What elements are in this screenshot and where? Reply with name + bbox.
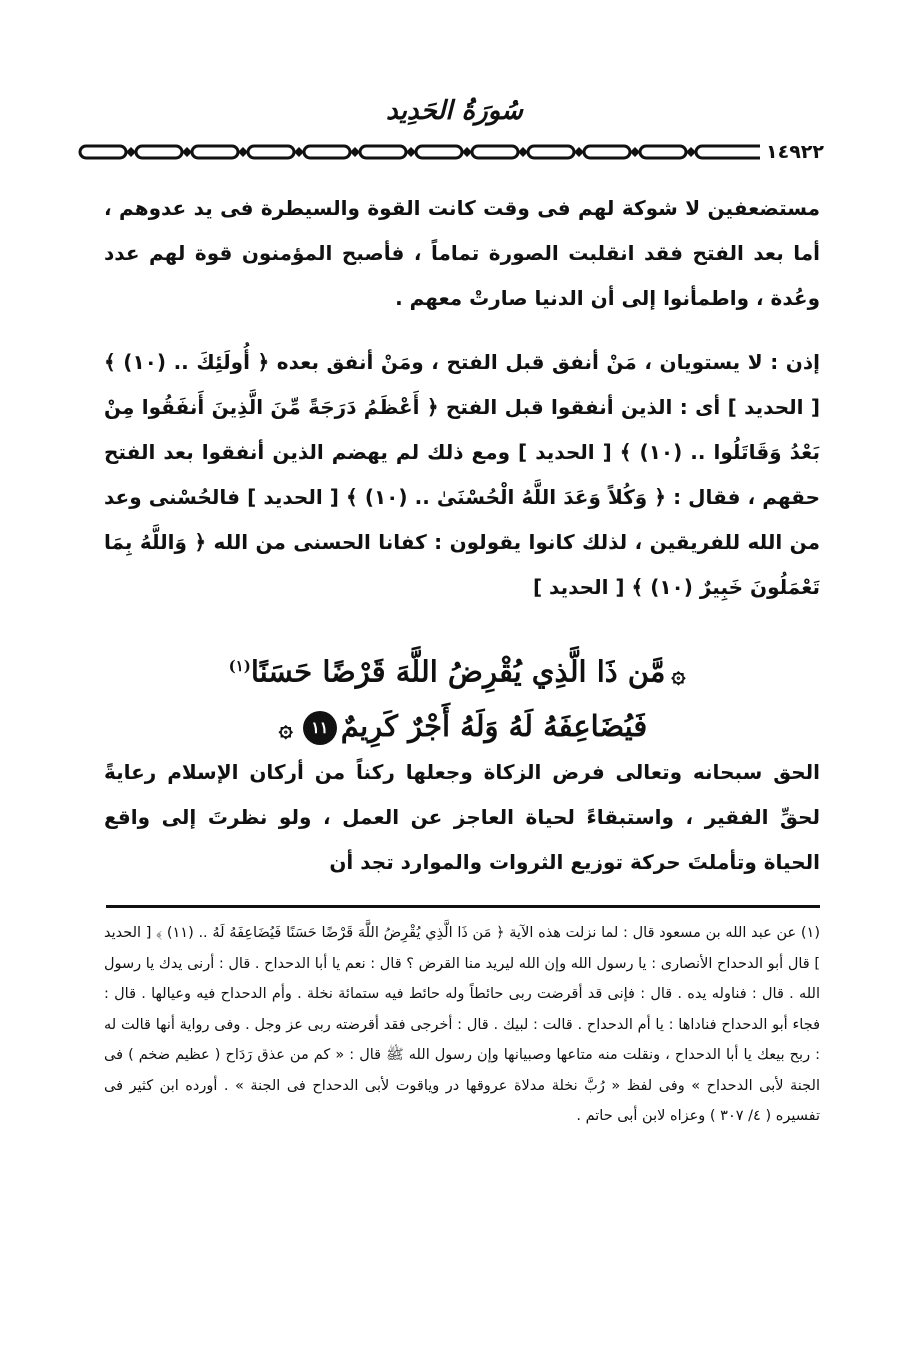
verse-line-1: [180, 640, 740, 700]
chain-link: [360, 146, 406, 158]
paragraph-2: [104, 340, 820, 610]
verse-line-1-text: مَّن ذَا الَّذِي يُقْرِضُ اللَّهَ قَرْضًا حَسَنًا: [250, 654, 666, 689]
surah-title: سُورَةُ الحَدِيد: [386, 96, 523, 126]
chain-link: [304, 146, 350, 158]
chain-link: [528, 146, 574, 158]
paragraph-2-text: إذن : لا يستويان ، مَنْ أنفق قبل الفتح ، ومَنْ أنفق بعده ﴿ أُولَئِكَ .. (١٠) ﴾ [ الحديد ] أى : الذين أنفقوا قبل الفتح ﴿ أَعْظَمُ دَرَجَةً مِّنَ الَّذِينَ أَنفَقُوا مِنْ بَعْدُ وَقَاتَلُوا .. (١٠) ﴾ [ الحديد ] ومع ذلك لم يهضم الذين أنفقوا بعد الفتح حقهم ، فقال : ﴿ وَكُلاً وَعَدَ اللَّهُ الْحُسْنَىٰ .. (١٠) ﴾ [ الحديد ] فالحُسْنى وعد من الله للفريقين ، لذلك كانوا يقولون : كفانا الحسنى من الله ﴿ وَاللَّهُ بِمَا تَعْمَلُونَ خَبِيرٌ (١٠) ﴾ [ الحديد ]: [104, 350, 820, 599]
verse-line-2: [180, 700, 740, 754]
quran-verse-block: [180, 640, 740, 754]
footnote-divider: [106, 905, 820, 908]
page-number: ١٤٩٢٢: [760, 140, 830, 164]
chain-link: [416, 146, 462, 158]
ayah-number-badge: ١١: [303, 711, 337, 745]
chain-link: [80, 146, 126, 158]
paragraph-1-text: مستضعفين لا شوكة لهم فى وقت كانت القوة والسيطرة فى يد عدوهم ، أما بعد الفتح فقد انقلبت الصورة تماماً ، فأصبح المؤمنون قوة لهم عدد وعُدة ، واطمأنوا إلى أن الدنيا صارتْ معهم .: [104, 196, 820, 310]
footnotes: [104, 918, 820, 1132]
chain-link: [584, 146, 630, 158]
verse-close-ornament-icon: ۞: [278, 712, 293, 742]
chain-border-graphic: [78, 140, 830, 164]
paragraph-3: [104, 750, 820, 885]
chain-link: [248, 146, 294, 158]
footnote-mark: (١): [228, 657, 251, 675]
footnote-1-text: (١) عن عبد الله بن مسعود قال : لما نزلت هذه الآية ﴿ مَن ذَا الَّذِي يُقْرِضُ اللَّهَ قَرْضًا حَسَنًا فَيُضَاعِفَهُ لَهُ .. (١١) ﴾ [ الحديد ] قال أبو الدحداح الأنصارى : يا رسول الله وإن الله ليريد منا القرض ؟ قال : نعم يا أبا الدحداح . قال : أرنى يدك يا رسول الله . قال : فناوله يده . قال : فإنى قد أقرضت ربى حائطاً وله حائط فيه ستمائة نخلة . وأم الدحداح فيه وعيالها . قال : فجاء أبو الدحداح فناداها : يا أم الدحداح . قالت : لبيك . قال : أخرجى فقد أقرضته ربى عز وجل . وفى رواية أنها قالت له : ربح بيعك يا أبا الدحداح ، ونقلت منه متاعها وصبيانها وإن رسول الله ﷺ قال : « كم من عذق رَدَاح ( عظيم ضخم ) فى الجنة لأبى الدحداح » وفى لفظ « رُبَّ نخلة مدلاة عروقها در وياقوت لأبى الدحداح فى الجنة » . أورده ابن كثير فى تفسيره ( ٤/ ٣٠٧ ) وعزاه لابن أبى حاتم .: [104, 925, 820, 1124]
chain-link: [640, 146, 686, 158]
chain-link: [472, 146, 518, 158]
chain-link: [192, 146, 238, 158]
paragraph-1: [104, 186, 820, 321]
verse-open-ornament-icon: ۞: [671, 658, 686, 688]
header-ornament-border: [78, 140, 830, 164]
paragraph-3-text: الحق سبحانه وتعالى فرض الزكاة وجعلها ركناً من أركان الإسلام رعايةً لحقِّ الفقير ، واستبقاءً لحياة العاجز عن العمل ، ولو نظرتَ إلى واقع الحياة وتأملتَ حركة توزيع الثروات والموارد تجد أن: [104, 760, 820, 874]
chain-link: [136, 146, 182, 158]
verse-line-2-text: فَيُضَاعِفَهُ لَهُ وَلَهُ أَجْرٌ كَرِيمٌ: [340, 708, 648, 743]
